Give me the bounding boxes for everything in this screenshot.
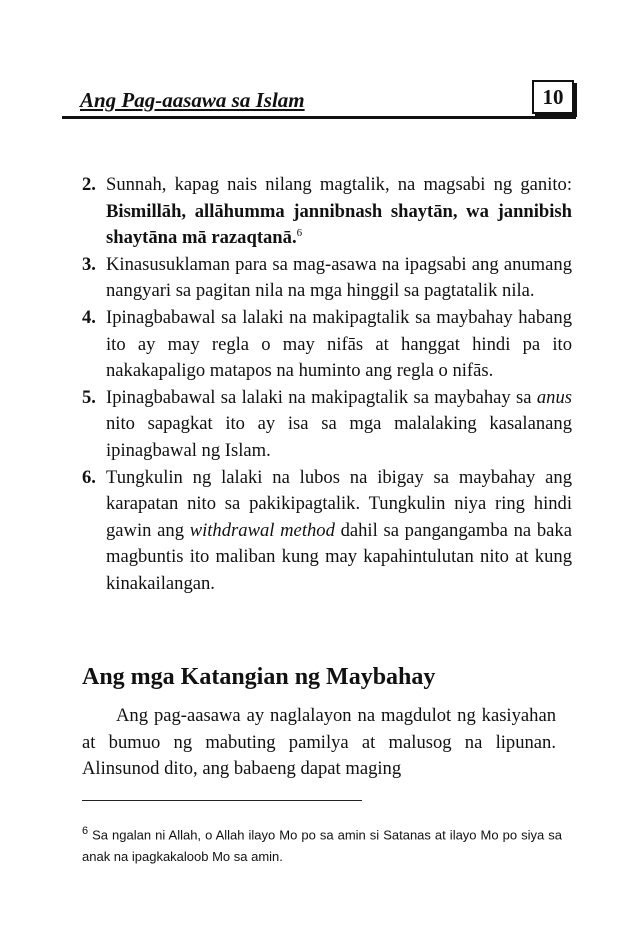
item-number: 2. — [82, 174, 96, 195]
list-item — [82, 305, 572, 385]
body-paragraph: Ang pag-aasawa ay naglalayon na magdulot ng kasiyahan at bumuo ng mabuting pamilya at malusog na lipunan. Alinsunod dito, ang babaeng dapat maging — [82, 705, 556, 780]
footnote — [82, 820, 562, 868]
running-header — [62, 86, 576, 120]
footnote-reference: 6 — [296, 227, 303, 239]
item-number: 5. — [82, 386, 96, 408]
item-text: Kinasusuklaman para sa mag-asawa na ipagsabi ang anumang nangyari sa pagitan nila na mga hinggil sa pagtatalik nila. — [106, 253, 572, 302]
list-item — [82, 465, 572, 598]
header-rule — [62, 116, 576, 119]
item-number: 4. — [82, 306, 96, 328]
item-text: Sunnah, kapag nais nilang magtalik, na magsabi ng ganito: — [106, 174, 572, 195]
list-item — [82, 172, 572, 252]
running-title: Ang Pag-aasawa sa Islam — [80, 88, 305, 112]
footnote-mark: 6 — [82, 825, 89, 837]
section-heading: Ang mga Katangian ng Maybahay — [82, 664, 436, 690]
page-number: 10 — [532, 80, 574, 114]
italic-term: anus — [536, 386, 572, 408]
item-number: 3. — [82, 253, 96, 275]
item-text: dahil sa pangangamba na baka magbuntis ito maliban kung may kapahintulutan nito at kung kinakailangan. — [106, 519, 572, 594]
item-text: Tungkulin ng lalaki na lubos na ibigay sa maybahay ang karapatan nito sa pakikipagtalik. Tungkulin niya ring hindi gawin ang — [106, 466, 572, 541]
numbered-list — [82, 172, 572, 598]
prayer-text: Bismillāh, allāhumma jannibnash shaytān, wa jannibish shaytāna mā razaqtanā. — [106, 200, 572, 249]
list-item — [82, 252, 572, 305]
item-text: Ipinagbabawal sa lalaki na makipagtalik sa maybahay sa — [106, 386, 537, 408]
footnote-divider — [82, 800, 362, 801]
footnote-text: Sa ngalan ni Allah, o Allah ilayo Mo po sa amin si Satanas at ilayo Mo po siya sa anak na ipagkakaloob Mo sa amin. — [82, 827, 562, 865]
item-text: nito sapagkat ito ay isa sa mga malalaking kasalanang ipinagbawal ng Islam. — [106, 413, 572, 461]
item-text: Ipinagbabawal sa lalaki na makipagtalik sa maybahay habang ito ay may regla o may nifās at hanggat hindi pa ito nakakapaligo matapos na huminto ang regla o nifās. — [106, 306, 572, 382]
item-number: 6. — [82, 466, 96, 488]
list-item — [82, 385, 572, 465]
italic-term: withdrawal method — [189, 519, 335, 541]
